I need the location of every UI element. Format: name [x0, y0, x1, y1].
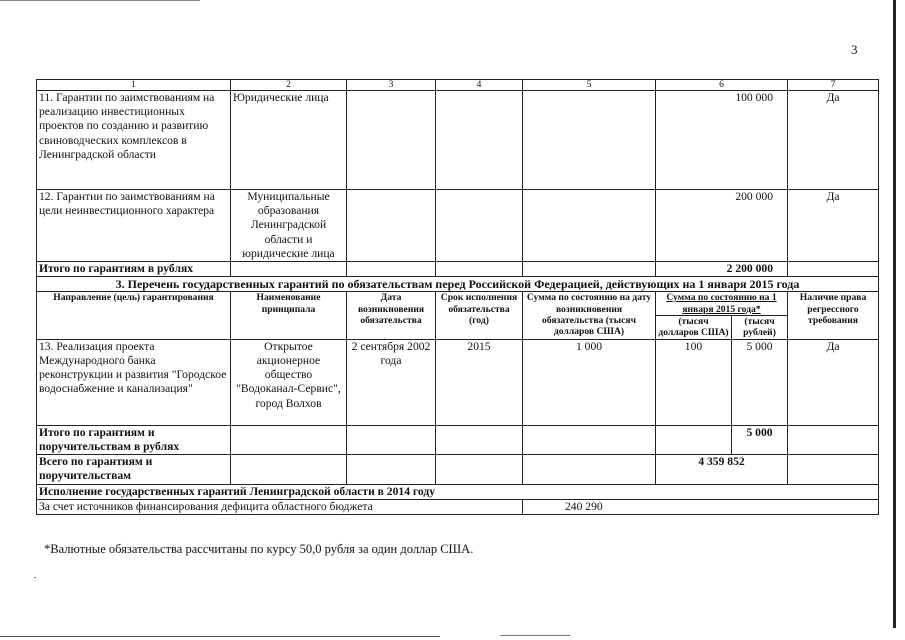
amount-cell: 200 000	[656, 190, 788, 262]
direction-cell: 12. Гарантии по заимствованиям на цели неинвестиционного характера	[37, 190, 231, 262]
footnote: *Валютные обязательства рассчитаны по курсу 50,0 рубля за один доллар США.	[44, 542, 474, 556]
table-row	[37, 91, 879, 190]
scan-speck	[34, 577, 36, 578]
grand-total-value: 4 359 852	[656, 455, 788, 484]
amount-usd-cell	[523, 91, 656, 190]
col-number: 6	[656, 80, 788, 91]
header-principal: Наименование принципала	[231, 292, 347, 340]
term-cell	[436, 190, 523, 262]
direction-cell: 11. Гарантии по заимствованиям на реализацию инвестиционных проектов по созданию и развитию свиноводческих комплексов в Ленинградской области	[37, 91, 231, 190]
col-number: 1	[37, 80, 231, 91]
grand-total-row	[37, 455, 879, 484]
column-number-row	[37, 80, 879, 91]
regress-cell: Да	[788, 190, 879, 262]
amount-rub-cell: 5 000	[732, 339, 788, 425]
header-sub-rub: (тысяч рублей)	[732, 316, 788, 340]
total-guarantees-label: Итого по гарантиям и поручительствам в рублях	[37, 425, 231, 454]
col-number: 5	[523, 80, 656, 91]
total-guarantees-value: 5 000	[732, 425, 788, 454]
table-row	[37, 190, 879, 262]
principal-cell: Муниципальные образования Ленинградской области и юридические лица	[231, 190, 347, 262]
execution-title-row	[37, 484, 879, 499]
header-regress: Наличие права регрессного требования	[788, 292, 879, 340]
regress-cell: Да	[788, 339, 879, 425]
total-row	[37, 262, 879, 277]
total-label: Итого по гарантиям в рублях	[37, 262, 231, 277]
header-direction: Направление (цель) гарантирования	[37, 292, 231, 340]
page-number: 3	[851, 42, 858, 57]
header-amount-jan: Сумма по состоянию на 1 января 2015 года*	[656, 292, 788, 316]
execution-value: 240 290	[523, 499, 879, 514]
term-cell	[436, 91, 523, 190]
col-number: 3	[347, 80, 436, 91]
scan-edge-top	[0, 0, 200, 5]
guarantees-table	[36, 79, 879, 515]
grand-total-label: Всего по гарантиям и поручительствам	[37, 455, 231, 484]
amount-origin-cell: 1 000	[523, 339, 656, 425]
execution-title: Исполнение государственных гарантий Ленинградской области в 2014 году	[37, 484, 879, 499]
scan-edge-bottom	[0, 636, 440, 637]
amount-usd-cell: 100	[656, 339, 732, 425]
header-date: Дата возникновения обязательства	[347, 292, 436, 340]
date-cell	[347, 91, 436, 190]
total-value: 2 200 000	[656, 262, 788, 277]
table-row	[37, 339, 879, 425]
amount-usd-cell	[523, 190, 656, 262]
col-number: 4	[436, 80, 523, 91]
direction-cell: 13. Реализация проекта Международного банка реконструкции и развития "Городское водоснабжение и канализация"	[37, 339, 231, 425]
total-row	[37, 425, 879, 454]
date-cell	[347, 190, 436, 262]
header-amount-origin: Сумма по состоянию на дату возникновения обязательства (тысяч долларов США)	[523, 292, 656, 340]
scan-edge-right	[893, 0, 896, 628]
col-number: 2	[231, 80, 347, 91]
execution-label: За счет источников финансирования дефицита областного бюджета	[37, 499, 523, 514]
execution-row	[37, 499, 879, 514]
principal-cell: Юридические лица	[231, 91, 347, 190]
amount-cell: 100 000	[656, 91, 788, 190]
scan-edge-bottom-mark	[500, 635, 570, 636]
section-title-row	[37, 277, 879, 292]
section3-title: 3. Перечень государственных гарантий по обязательствам перед Российской Федерацией, действующих на 1 января 2015 года	[37, 277, 879, 292]
date-cell: 2 сентября 2002 года	[347, 339, 436, 425]
principal-cell: Открытое акционерное общество "Водоканал-Сервис", город Волхов	[231, 339, 347, 425]
term-cell: 2015	[436, 339, 523, 425]
header-row	[37, 292, 879, 316]
header-term: Срок исполнения обязательства (год)	[436, 292, 523, 340]
regress-cell: Да	[788, 91, 879, 190]
col-number: 7	[788, 80, 879, 91]
header-sub-usd: (тысяч долларов США)	[656, 316, 732, 340]
